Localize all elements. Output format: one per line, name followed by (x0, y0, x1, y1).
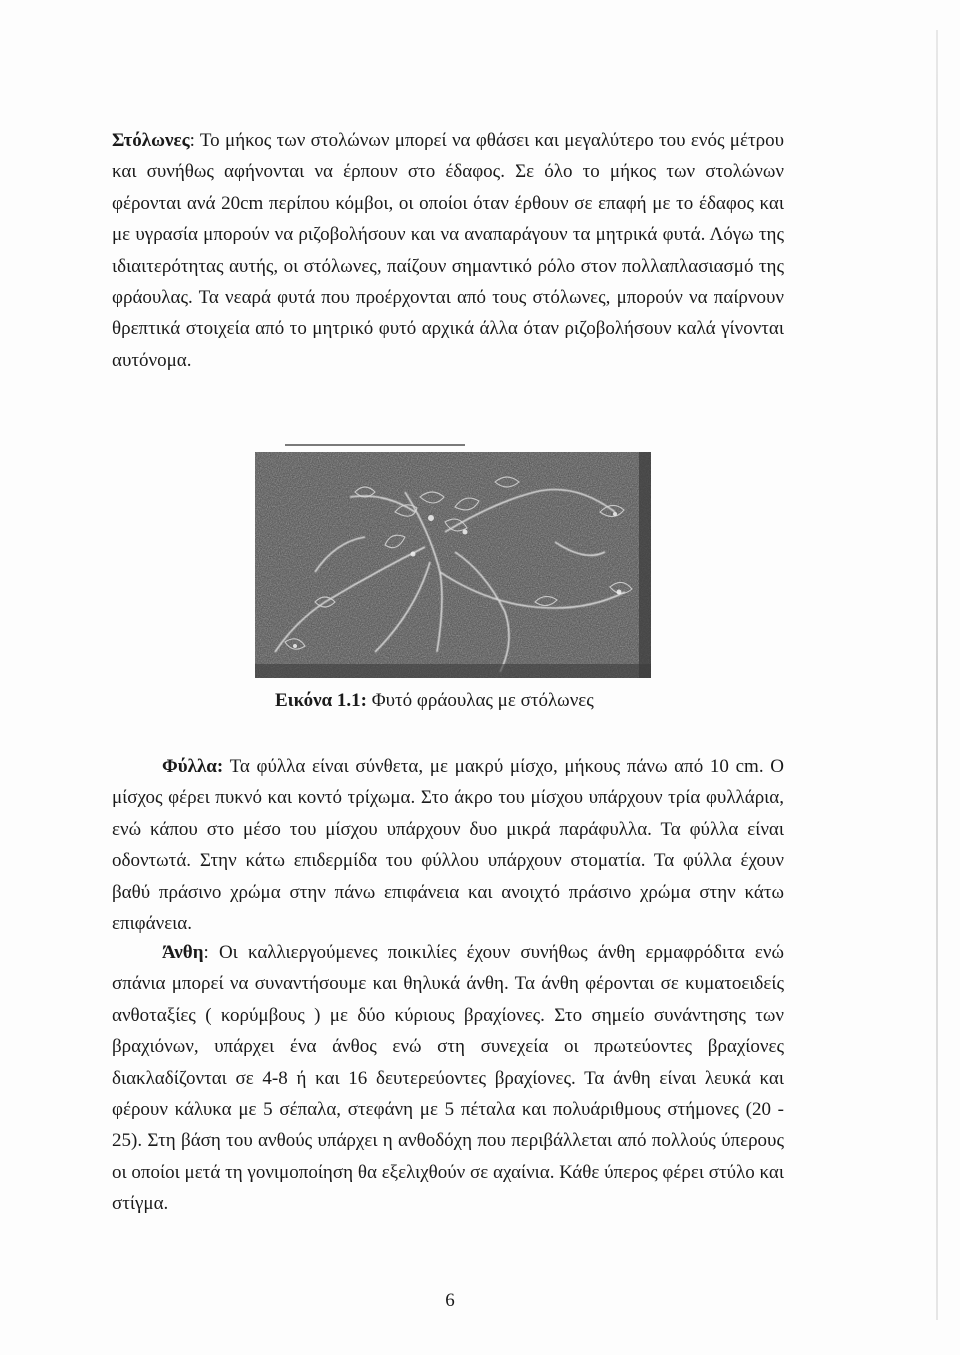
paragraph-fylla (112, 751, 784, 939)
page-number: 6 (445, 1290, 455, 1311)
paragraph-fylla-text: Τα φύλλα είναι σύνθετα, με μακρύ μίσχο, μήκους πάνω από 10 cm. Ο μίσχος φέρει πυκνό και κοντό τρίχωμα. Στο άκρο του μίσχου υπάρχουν τρία φυλλάρια, ενώ κάπου στο μέσο του μίσχου υπάρχουν δυο μικρά παράφυλλα. Τα φύλλα είναι οδοντωτά. Στην κάτω επιδερμίδα του φύλλου υπάρχουν στοματία. Τα φύλλα έχουν βαθύ πράσινο χρώμα στην πάνω επιφάνεια και ανοιχτό πράσινο χρώμα στην κάτω επιφάνεια. (112, 756, 784, 935)
paragraph-stolones-text: : Το μήκος των στολώνων μπορεί να φθάσει και μεγαλύτερο του ενός μέτρου και συνήθως αφήνονται να έρπουν στο έδαφος. Σε όλο το μήκος των στολώνων φέρονται ανά 20cm περίπου κόμβοι, οι οποίοι όταν έρθουν σε επαφή με το έδαφος και με υγρασία μπορούν να ριζοβολήσουν και να αναπαράγουν τα μητρικά φυτά. Λόγω της ιδιαιτερότητας αυτής, οι στόλωνες, παίζουν σημαντικό ρόλο στον πολλαπλασιασμό της φράουλας. Τα νεαρά φυτά που προέρχονται από τους στόλωνες, μπορούν να παίρνουν θρεπτικά στοιχεία από το μητρικό φυτό αρχικά άλλα όταν ριζοβολήσουν καλά γίνονται αυτόνομα. (112, 130, 784, 371)
strawberry-plant-photo (255, 452, 651, 678)
figure-caption-text: Φυτό φράουλας με στόλωνες (367, 690, 594, 711)
paragraph-anthi (112, 937, 784, 1220)
scan-edge-shadow (936, 30, 938, 1320)
paragraph-anthi-text: : Οι καλλιεργούμενες ποικιλίες έχουν συνήθως άνθη ερμαφρόδιτα ενώ σπάνια μπορεί να συναντήσουμε και θηλυκά άνθη. Τα άνθη φέρονται σε κυματοειδείς ανθοταξίες ( κορύμβους ) με δύο κύριους βραχίονες. Στο σημείο συνάντησης των βραχιόνων, υπάρχει ένα άνθος ενώ στη συνεχεία οι πρωτεύοντες βραχίονες διακλαδίζονται σε 4-8 ή και 16 δευτερεύοντες βραχίονες. Τα άνθη είναι λευκά και φέρουν κάλυκα με 5 σέπαλα, στεφάνη με 5 πέταλα και πολυάριθμους στήμονες (20 - 25). Στη βάση του ανθούς υπάρχει η ανθοδόχη που περιβάλλεται από πολλούς ύπερους οι οποίοι μετά τη γονιμοποίηση θα εξελιχθούν σε αχαίνια. Κάθε ύπερος φέρει στύλο και στίγμα. (112, 942, 784, 1215)
figure-label: Εικόνα 1.1: (275, 690, 367, 711)
strawberry-plant-image (255, 452, 651, 678)
term-stolones: Στόλωνες (112, 130, 190, 151)
figure-top-rule (285, 444, 465, 446)
paragraph-stolones (112, 125, 784, 376)
figure-caption (275, 690, 594, 712)
term-anthi: Άνθη (162, 942, 204, 963)
term-fylla: Φύλλα: (162, 756, 224, 777)
